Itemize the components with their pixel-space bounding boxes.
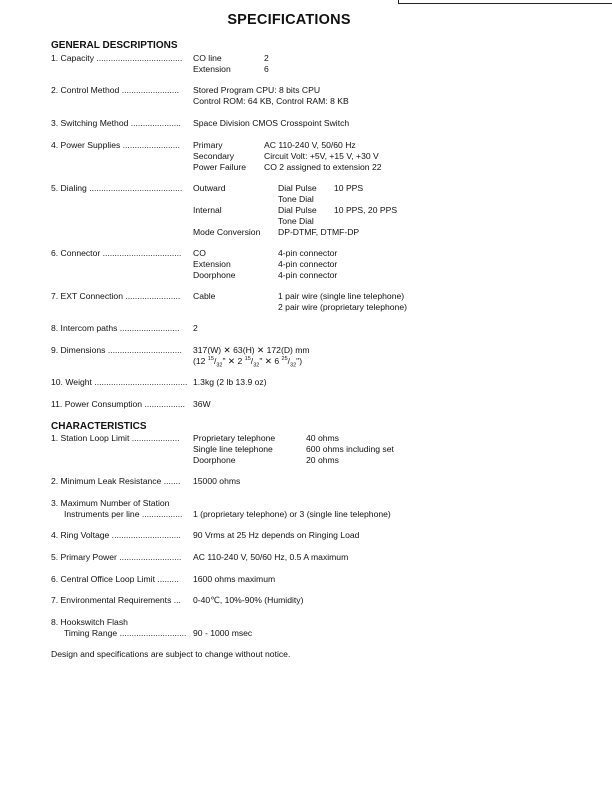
control-line1: Stored Program CPU: 8 bits CPU [193, 85, 321, 95]
connector-co-value: 4-pin connector [278, 248, 338, 258]
dialing-outward-dp: Dial Pulse [278, 183, 317, 193]
hookswitch-label: 8. Hookswitch Flash [51, 617, 128, 627]
dialing-internal-dp: Dial Pulse [278, 205, 317, 215]
capacity-co-value: 2 [264, 53, 269, 63]
leak-label: 2. Minimum Leak Resistance ....... [51, 476, 181, 486]
hookswitch-label-2: Timing Range ............................ [64, 628, 187, 638]
dialing-internal-tone: Tone Dial [278, 216, 314, 226]
weight-label: 10. Weight ....................................... [51, 377, 188, 387]
loop-door-label: Doorphone [193, 455, 236, 465]
section-general-heading: GENERAL DESCRIPTIONS [51, 40, 178, 51]
dimensions-metric: 317(W) ✕ 63(H) ✕ 172(D) mm [193, 345, 310, 355]
primary-power-value: AC 110-240 V, 50/60 Hz, 0.5 A maximum [193, 552, 349, 562]
power-secondary-label: Secondary [193, 151, 235, 161]
power-primary-label: Primary [193, 140, 223, 150]
ring-voltage-value: 90 Vrms at 25 Hz depends on Ringing Load [193, 530, 360, 540]
max-station-label-2: Instruments per line ................. [64, 509, 183, 519]
dialing-label: 5. Dialing ....................................... [51, 183, 183, 193]
max-station-value: 1 (proprietary telephone) or 3 (single line telephone) [193, 509, 391, 519]
intercom-label: 8. Intercom paths ......................... [51, 323, 180, 333]
ext-connection-line1: 1 pair wire (single line telephone) [278, 291, 405, 301]
switching-value: Space Division CMOS Crosspoint Switch [193, 118, 350, 128]
loop-prop-label: Proprietary telephone [193, 433, 276, 443]
consumption-label: 11. Power Consumption ................. [51, 399, 186, 409]
power-secondary-value: Circuit Volt: +5V, +15 V, +30 V [264, 151, 379, 161]
switching-label: 3. Switching Method ..................... [51, 118, 181, 128]
dialing-outward: Outward [193, 183, 226, 193]
page-title: SPECIFICATIONS [227, 12, 351, 28]
loop-door-value: 20 ohms [306, 455, 339, 465]
control-label: 2. Control Method ........................ [51, 85, 179, 95]
power-primary-value: AC 110-240 V, 50/60 Hz [264, 140, 356, 150]
dimensions-imperial: (12 $^{15}/_{32}$" ✕ 2 $^{15}/_{32}$" ✕ 6 $^{25}/_{32}$") [193, 356, 303, 369]
environment-label: 7. Environmental Requirements ... [51, 595, 181, 605]
power-failure-value: CO 2 assigned to extension 22 [264, 162, 382, 172]
power-failure-label: Power Failure [193, 162, 247, 172]
environment-value: 0-40℃, 10%-90% (Humidity) [193, 595, 304, 605]
ring-voltage-label: 4. Ring Voltage ............................. [51, 530, 181, 540]
weight-value: 1.3kg (2 lb 13.9 oz) [193, 377, 267, 387]
footnote: Design and specifications are subject to change without notice. [51, 649, 291, 659]
section-characteristics-heading: CHARACTERISTICS [51, 421, 147, 432]
ext-connection-label: 7. EXT Connection ....................... [51, 291, 181, 301]
dimensions-label: 9. Dimensions ............................... [51, 345, 182, 355]
hookswitch-value: 90 - 1000 msec [193, 628, 253, 638]
capacity-ext-label: Extension [193, 64, 231, 74]
intercom-value: 2 [193, 323, 198, 333]
ext-connection-line2: 2 pair wire (proprietary telephone) [278, 302, 407, 312]
co-loop-label: 6. Central Office Loop Limit ......... [51, 574, 179, 584]
max-station-label: 3. Maximum Number of Station [51, 498, 170, 508]
loop-label: 1. Station Loop Limit .................... [51, 433, 180, 443]
co-loop-value: 1600 ohms maximum [193, 574, 276, 584]
page-corner-box [398, 0, 612, 4]
dialing-internal-pps: 10 PPS, 20 PPS [334, 205, 398, 215]
connector-ext-value: 4-pin connector [278, 259, 338, 269]
connector-ext-label: Extension [193, 259, 231, 269]
connector-door-value: 4-pin connector [278, 270, 338, 280]
loop-single-label: Single line telephone [193, 444, 273, 454]
leak-value: 15000 ohms [193, 476, 241, 486]
dialing-mode-value: DP-DTMF, DTMF-DP [278, 227, 360, 237]
loop-prop-value: 40 ohms [306, 433, 339, 443]
dialing-outward-tone: Tone Dial [278, 194, 314, 204]
loop-single-value: 600 ohms including set [306, 444, 394, 454]
capacity-label: 1. Capacity .................................... [51, 53, 183, 63]
capacity-co-label: CO line [193, 53, 222, 63]
dialing-internal: Internal [193, 205, 222, 215]
capacity-ext-value: 6 [264, 64, 269, 74]
primary-power-label: 5. Primary Power .......................... [51, 552, 182, 562]
dialing-mode: Mode Conversion [193, 227, 261, 237]
connector-door-label: Doorphone [193, 270, 236, 280]
connector-co-label: CO [193, 248, 206, 258]
consumption-value: 36W [193, 399, 211, 409]
power-label: 4. Power Supplies ........................ [51, 140, 180, 150]
dialing-outward-pps: 10 PPS [334, 183, 364, 193]
control-line2: Control ROM: 64 KB, Control RAM: 8 KB [193, 96, 349, 106]
ext-connection-cable: Cable [193, 291, 216, 301]
connector-label: 6. Connector ................................. [51, 248, 182, 258]
